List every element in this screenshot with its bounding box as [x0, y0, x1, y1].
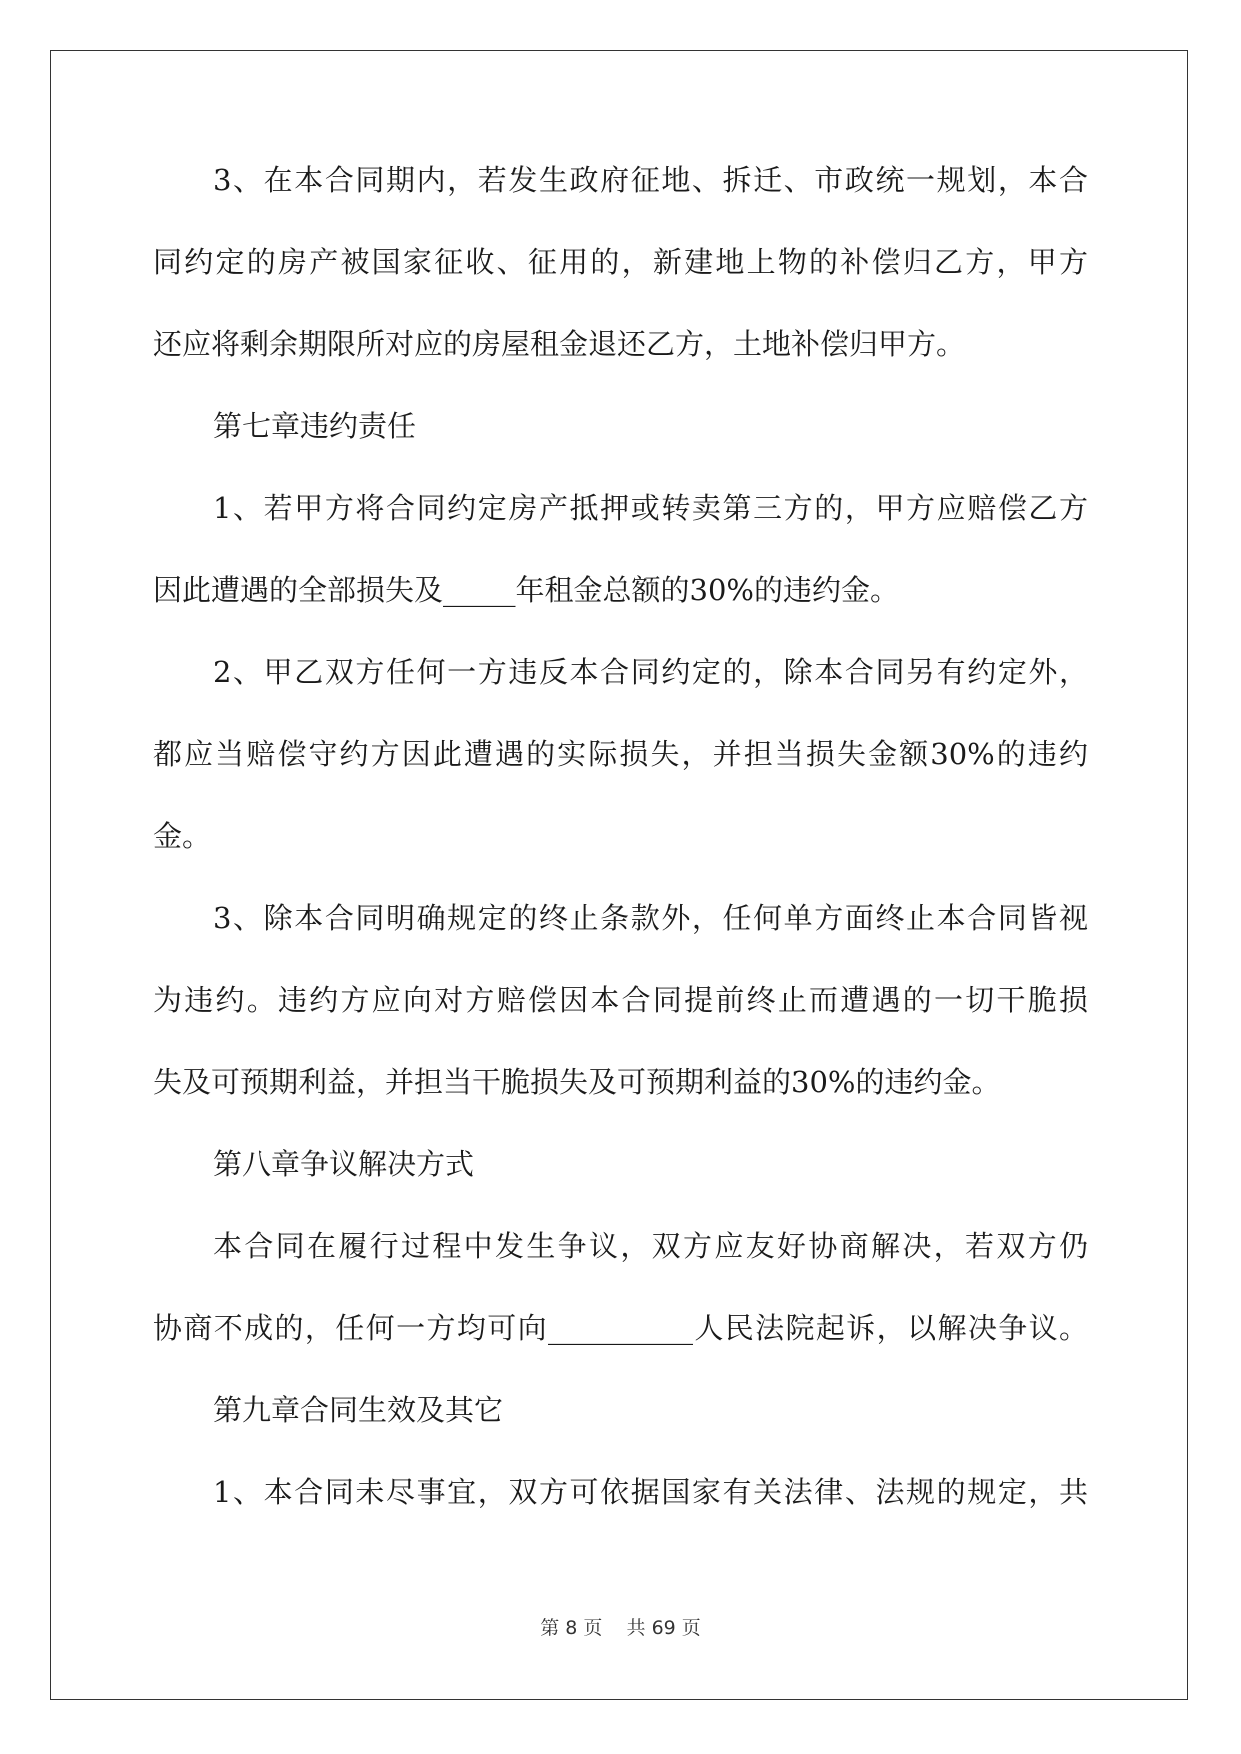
paragraph-line: 还应将剩余期限所对应的房屋租金退还乙方，土地补偿归甲方。	[153, 327, 966, 361]
paragraph-line: 因此遭遇的全部损失及_____年租金总额的30%的违约金。	[153, 573, 899, 607]
paragraph-line: 3、在本合同期内，若发生政府征地、拆迁、市政统一规划，本合	[213, 163, 1088, 197]
section-heading: 第八章争议解决方式	[213, 1147, 475, 1181]
paragraph-line: 3、除本合同明确规定的终止条款外，任何单方面终止本合同皆视	[213, 901, 1088, 935]
paragraph-line: 金。	[153, 819, 212, 853]
paragraph-line: 同约定的房产被国家征收、征用的，新建地上物的补偿归乙方，甲方	[153, 245, 1088, 279]
paragraph-line: 1、本合同未尽事宜，双方可依据国家有关法律、法规的规定，共	[213, 1475, 1088, 1509]
paragraph-line: 为违约。违约方应向对方赔偿因本合同提前终止而遭遇的一切干脆损	[153, 983, 1088, 1017]
section-heading: 第九章合同生效及其它	[213, 1393, 504, 1427]
paragraph-line: 失及可预期利益，并担当干脆损失及可预期利益的30%的违约金。	[153, 1065, 1001, 1099]
paragraph-line: 本合同在履行过程中发生争议，双方应友好协商解决，若双方仍	[213, 1229, 1088, 1263]
page-number-footer: 第 8 页 共 69 页	[540, 1617, 701, 1639]
section-heading: 第七章违约责任	[213, 409, 417, 443]
paragraph-line: 协商不成的，任何一方均可向__________人民法院起诉，以解决争议。	[153, 1311, 1088, 1345]
paragraph-line: 2、甲乙双方任何一方违反本合同约定的，除本合同另有约定外，	[213, 655, 1088, 689]
paragraph-line: 1、若甲方将合同约定房产抵押或转卖第三方的，甲方应赔偿乙方	[213, 491, 1088, 525]
page-border	[50, 50, 1188, 1700]
paragraph-line: 都应当赔偿守约方因此遭遇的实际损失，并担当损失金额30%的违约	[153, 737, 1088, 771]
